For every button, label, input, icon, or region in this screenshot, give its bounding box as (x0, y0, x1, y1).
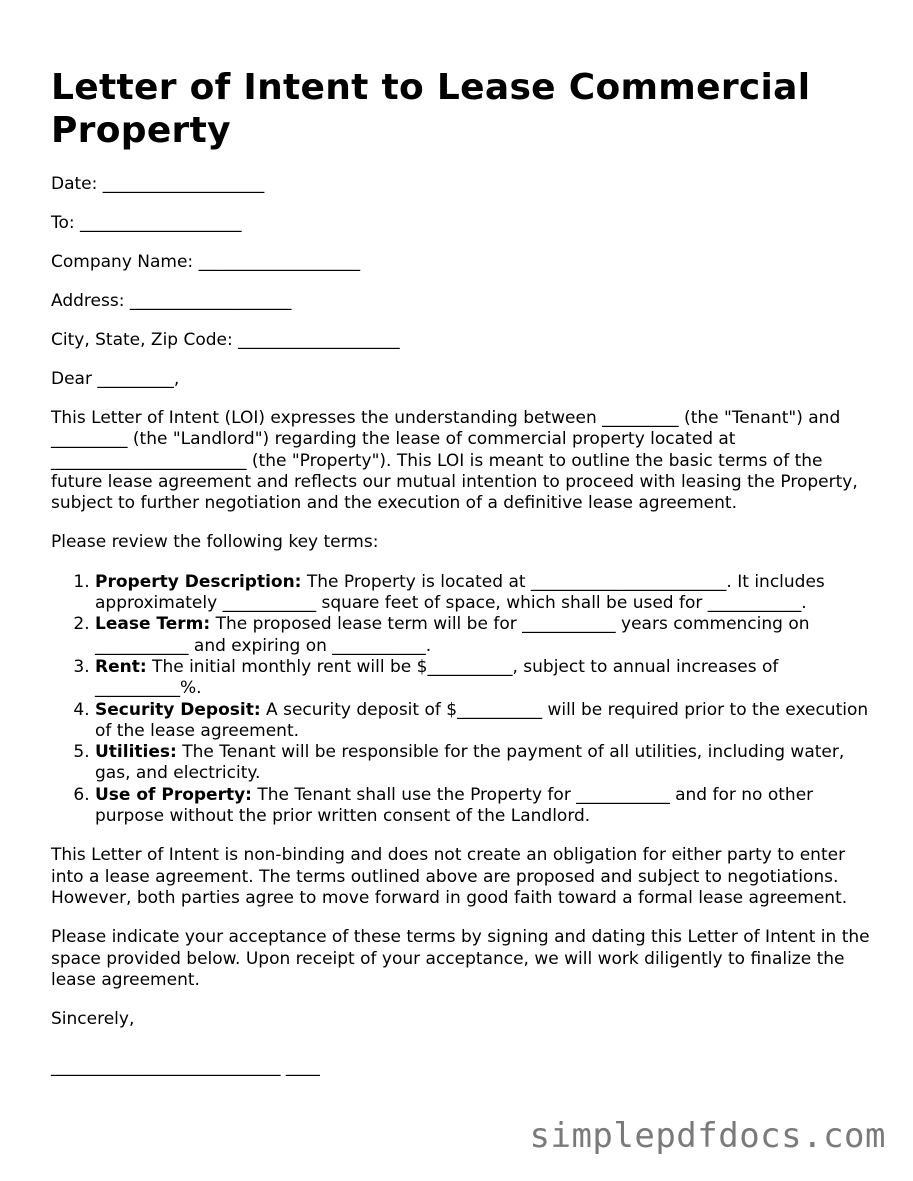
term-security-deposit (95, 700, 871, 743)
city-state-zip-field: City, State, Zip Code: ___________________ (51, 330, 400, 350)
nonbinding-paragraph: This Letter of Intent is non-binding and does not create an obligation for either party to enter into a lease agreement. The terms outlined above are proposed and subject to negotiations. However, both parties agree to move forward in good faith toward a formal lease agreement. (51, 845, 848, 908)
term-label: Property Description: (95, 571, 302, 592)
term-label: Lease Term: (95, 614, 211, 635)
date-field: Date: ___________________ (51, 174, 265, 194)
term-utilities (95, 742, 871, 785)
review-paragraph: Please review the following key terms: (51, 532, 379, 553)
term-text: The proposed lease term will be for ___________ years commencing on ___________ and expiring on ___________. (95, 614, 810, 656)
term-label: Use of Property: (95, 784, 252, 805)
signature-line: ___________________________ ____ (51, 1057, 320, 1078)
term-text: A security deposit of $__________ will be required prior to the execution of the lease agreement. (95, 699, 869, 741)
document-page (51, 66, 871, 1078)
salutation: Dear _________, (51, 369, 180, 389)
watermark: simplepdfdocs.com (529, 1116, 886, 1156)
term-text: The Tenant will be responsible for the payment of all utilities, including water, gas, and electricity. (95, 742, 845, 784)
term-property-description (95, 572, 871, 615)
intro-paragraph: This Letter of Intent (LOI) expresses the understanding between _________ (the "Tenant") and _________ (the "Landlord") regarding the lease of commercial property located at _______________________ (the "Property"). This LOI is meant to outline the basic terms of the future lease agreement and reflects our mutual intention to proceed with leasing the Property, subject to further negotiation and the execution of a definitive lease agreement. (51, 408, 858, 514)
term-text: The Tenant shall use the Property for ___________ and for no other purpose without the prior written consent of the Landlord. (95, 784, 814, 827)
address-field: Address: ___________________ (51, 291, 292, 311)
closing: Sincerely, (51, 1009, 135, 1030)
document-title: Letter of Intent to Lease Commercial Property (51, 67, 811, 151)
term-text: The initial monthly rent will be $__________, subject to annual increases of __________%. (95, 656, 779, 699)
term-label: Utilities: (95, 742, 177, 763)
term-text: The Property is located at _______________________. It includes approximately ___________ square feet of space, which shall be used for ___________. (95, 571, 825, 614)
term-label: Security Deposit: (95, 699, 261, 720)
key-terms-list (51, 572, 871, 828)
to-field: To: ___________________ (51, 213, 242, 233)
company-name-field: Company Name: ___________________ (51, 252, 361, 272)
acceptance-paragraph: Please indicate your acceptance of these terms by signing and dating this Letter of Intent in the space provided below. Upon receipt of your acceptance, we will work diligently to finalize the lease agreement. (51, 927, 870, 990)
term-label: Rent: (95, 656, 147, 677)
term-lease-term (95, 614, 871, 657)
term-use-of-property (95, 785, 871, 828)
term-rent (95, 657, 871, 700)
